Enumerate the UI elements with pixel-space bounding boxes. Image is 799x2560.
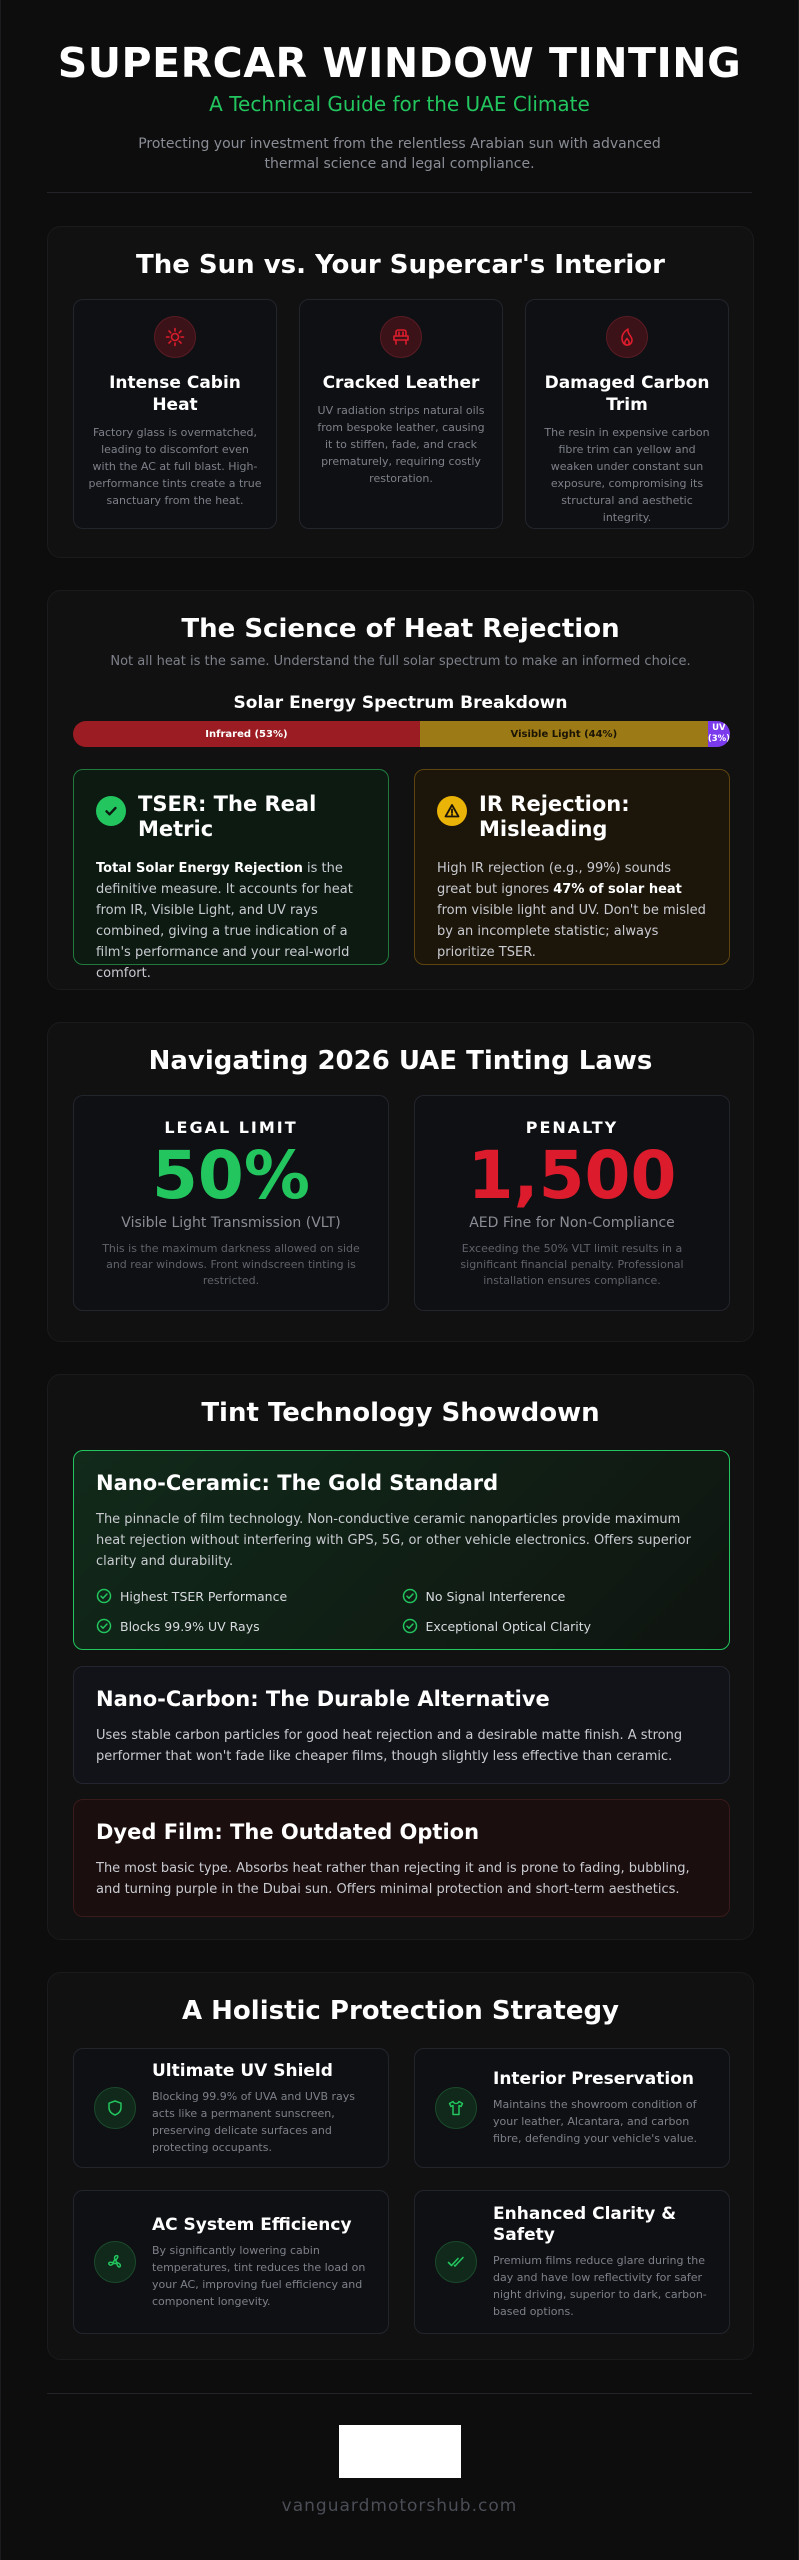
body-text: High IR rejection (e.g., 99%) sounds great but ignores bbox=[437, 861, 672, 897]
tser-card bbox=[73, 769, 389, 981]
section-title: Tint Technology Showdown bbox=[201, 1398, 600, 1428]
spectrum-title: Solar Energy Spectrum Breakdown bbox=[233, 693, 568, 713]
card-title: Intense Cabin Heat bbox=[109, 373, 241, 415]
feature-label: Blocks 99.9% UV Rays bbox=[120, 1618, 260, 1634]
law-section bbox=[47, 1022, 754, 1342]
check-circle-icon bbox=[96, 796, 126, 826]
vlt-value: 50% bbox=[152, 1137, 310, 1214]
card-title: Enhanced Clarity & Safety bbox=[493, 2204, 677, 2245]
spectrum-segment-uv: UV (3%) bbox=[708, 721, 730, 747]
card-title: Cracked Leather bbox=[322, 373, 480, 393]
feature-item bbox=[402, 1618, 708, 1634]
flame-icon bbox=[606, 316, 648, 358]
card-label: PENALTY bbox=[525, 1118, 619, 1137]
bold-term: 47% of solar heat bbox=[553, 882, 682, 897]
card-title: Interior Preservation bbox=[493, 2069, 694, 2089]
penalty-card bbox=[414, 1095, 730, 1311]
ir-rejection-card bbox=[414, 769, 730, 965]
card-title: Nano-Carbon: The Durable Alternative bbox=[96, 1687, 550, 1711]
check-circle-icon bbox=[96, 1588, 112, 1604]
feature-label: Highest TSER Performance bbox=[120, 1588, 288, 1604]
feature-label: Exceptional Optical Clarity bbox=[425, 1618, 592, 1634]
footer-logo bbox=[339, 2425, 461, 2478]
page-header bbox=[1, 0, 798, 174]
card-title: Nano-Ceramic: The Gold Standard bbox=[96, 1471, 499, 1495]
science-section bbox=[47, 590, 754, 990]
card-text: The resin in expensive carbon fibre trim can yellow and weaken under constant sun exposure, compromising its structural and aesthetic integrity. bbox=[544, 426, 710, 524]
card-note: Exceeding the 50% VLT limit results in a significant financial penalty. Professional installation ensures compliance. bbox=[460, 1242, 684, 1287]
card-title: IR Rejection: Misleading bbox=[479, 792, 630, 841]
footer-url[interactable]: vanguardmotorshub.com bbox=[281, 2496, 518, 2516]
card-caption: Visible Light Transmission (VLT) bbox=[121, 1215, 341, 1231]
uv-shield-card bbox=[73, 2048, 389, 2168]
card-label: LEGAL LIMIT bbox=[164, 1118, 298, 1137]
card-note: This is the maximum darkness allowed on side and rear windows. Front windscreen tinting is restricted. bbox=[102, 1242, 360, 1287]
card-title: AC System Efficiency bbox=[152, 2214, 352, 2235]
double-check-icon bbox=[435, 2241, 477, 2283]
section-title: The Science of Heat Rejection bbox=[181, 614, 620, 644]
nano-ceramic-card bbox=[73, 1450, 730, 1650]
nano-carbon-card bbox=[73, 1666, 730, 1784]
page-subtitle: A Technical Guide for the UAE Climate bbox=[209, 92, 590, 116]
feature-list bbox=[96, 1588, 707, 1634]
card-title: Dyed Film: The Outdated Option bbox=[96, 1820, 480, 1844]
section-title: The Sun vs. Your Supercar's Interior bbox=[135, 250, 665, 280]
bold-term: Total Solar Energy Rejection bbox=[96, 861, 303, 876]
clarity-safety-card bbox=[414, 2190, 730, 2334]
cabin-heat-card bbox=[73, 299, 277, 529]
card-title: TSER: The Real Metric bbox=[138, 792, 317, 841]
page-intro: Protecting your investment from the relentless Arabian sun with advanced thermal science and legal compliance. bbox=[138, 136, 661, 172]
sun-section bbox=[47, 226, 754, 558]
interior-preservation-card bbox=[414, 2048, 730, 2168]
fine-value: 1,500 bbox=[467, 1137, 677, 1214]
card-text: Maintains the showroom condition of your leather, Alcantara, and carbon fibre, defending your vehicle's value. bbox=[493, 2098, 698, 2145]
spectrum-segment-visible: Visible Light (44%) bbox=[420, 721, 708, 747]
holistic-section bbox=[47, 1972, 754, 2360]
section-note: Not all heat is the same. Understand the full solar spectrum to make an informed choice. bbox=[110, 654, 691, 669]
card-text: The pinnacle of film technology. Non-conductive ceramic nanoparticles provide maximum heat rejection without interfering with GPS, 5G, or other vehicle electronics. Offers superior clarity and durability. bbox=[96, 1512, 691, 1569]
section-title: A Holistic Protection Strategy bbox=[181, 1996, 620, 2026]
spectrum-segment-infrared: Infrared (53%) bbox=[73, 721, 420, 747]
body-text: from visible light and UV. Don't be misled by an incomplete statistic; always prioritize TSER. bbox=[437, 903, 706, 960]
seat-icon bbox=[380, 316, 422, 358]
fan-icon bbox=[94, 2241, 136, 2283]
cracked-leather-card bbox=[299, 299, 503, 529]
shirt-icon bbox=[435, 2087, 477, 2129]
body-text: is the definitive measure. It accounts for heat from IR, Visible Light, and UV rays combined, giving a true indication of a film's performance and your real-world comfort. bbox=[96, 861, 353, 981]
legal-limit-card bbox=[73, 1095, 389, 1311]
warning-icon bbox=[437, 796, 467, 826]
divider bbox=[47, 192, 752, 193]
card-text: Premium films reduce glare during the day and have low reflectivity for safer night driving, superior to dark, carbon-based options. bbox=[493, 2254, 707, 2318]
carbon-trim-card bbox=[525, 299, 729, 529]
divider bbox=[47, 2393, 752, 2394]
sun-icon bbox=[154, 316, 196, 358]
page-title: SUPERCAR WINDOW TINTING bbox=[57, 39, 742, 87]
section-title: Navigating 2026 UAE Tinting Laws bbox=[148, 1046, 653, 1076]
card-text: By significantly lowering cabin temperatures, tint reduces the load on your AC, improving fuel efficiency and component longevity. bbox=[152, 2243, 366, 2308]
card-text: UV radiation strips natural oils from bespoke leather, causing it to stiffen, fade, and crack prematurely, requiring costly restoration. bbox=[317, 404, 485, 485]
spectrum-bar bbox=[73, 721, 730, 747]
feature-item bbox=[96, 1618, 402, 1634]
check-circle-icon bbox=[402, 1618, 418, 1634]
ac-efficiency-card bbox=[73, 2190, 389, 2334]
card-text: The most basic type. Absorbs heat rather than rejecting it and is prone to fading, bubbling, and turning purple in the Dubai sun. Offers minimal protection and short-term aesthetics. bbox=[96, 1861, 690, 1897]
card-text bbox=[96, 858, 366, 984]
shield-icon bbox=[94, 2087, 136, 2129]
card-text: Blocking 99.9% of UVA and UVB rays acts like a permanent sunscreen, preserving delicate surfaces and protecting occupants. bbox=[152, 2089, 356, 2154]
card-text: Uses stable carbon particles for good heat rejection and a desirable matte finish. A strong performer that won't fade like cheaper films, though slightly less effective than ceramic. bbox=[96, 1728, 683, 1764]
feature-label: No Signal Interference bbox=[425, 1588, 566, 1604]
card-title: Ultimate UV Shield bbox=[152, 2060, 333, 2081]
check-circle-icon bbox=[402, 1588, 418, 1604]
card-title: Damaged Carbon Trim bbox=[544, 373, 710, 415]
card-caption: AED Fine for Non-Compliance bbox=[469, 1215, 675, 1231]
card-text bbox=[437, 858, 707, 963]
technology-section bbox=[47, 1374, 754, 1940]
feature-item bbox=[96, 1588, 402, 1604]
card-text: Factory glass is overmatched, leading to discomfort even with the AC at full blast. High-performance tints create a true sanctuary from the heat. bbox=[88, 426, 262, 507]
feature-item bbox=[402, 1588, 708, 1604]
dyed-film-card bbox=[73, 1799, 730, 1917]
check-circle-icon bbox=[96, 1618, 112, 1634]
